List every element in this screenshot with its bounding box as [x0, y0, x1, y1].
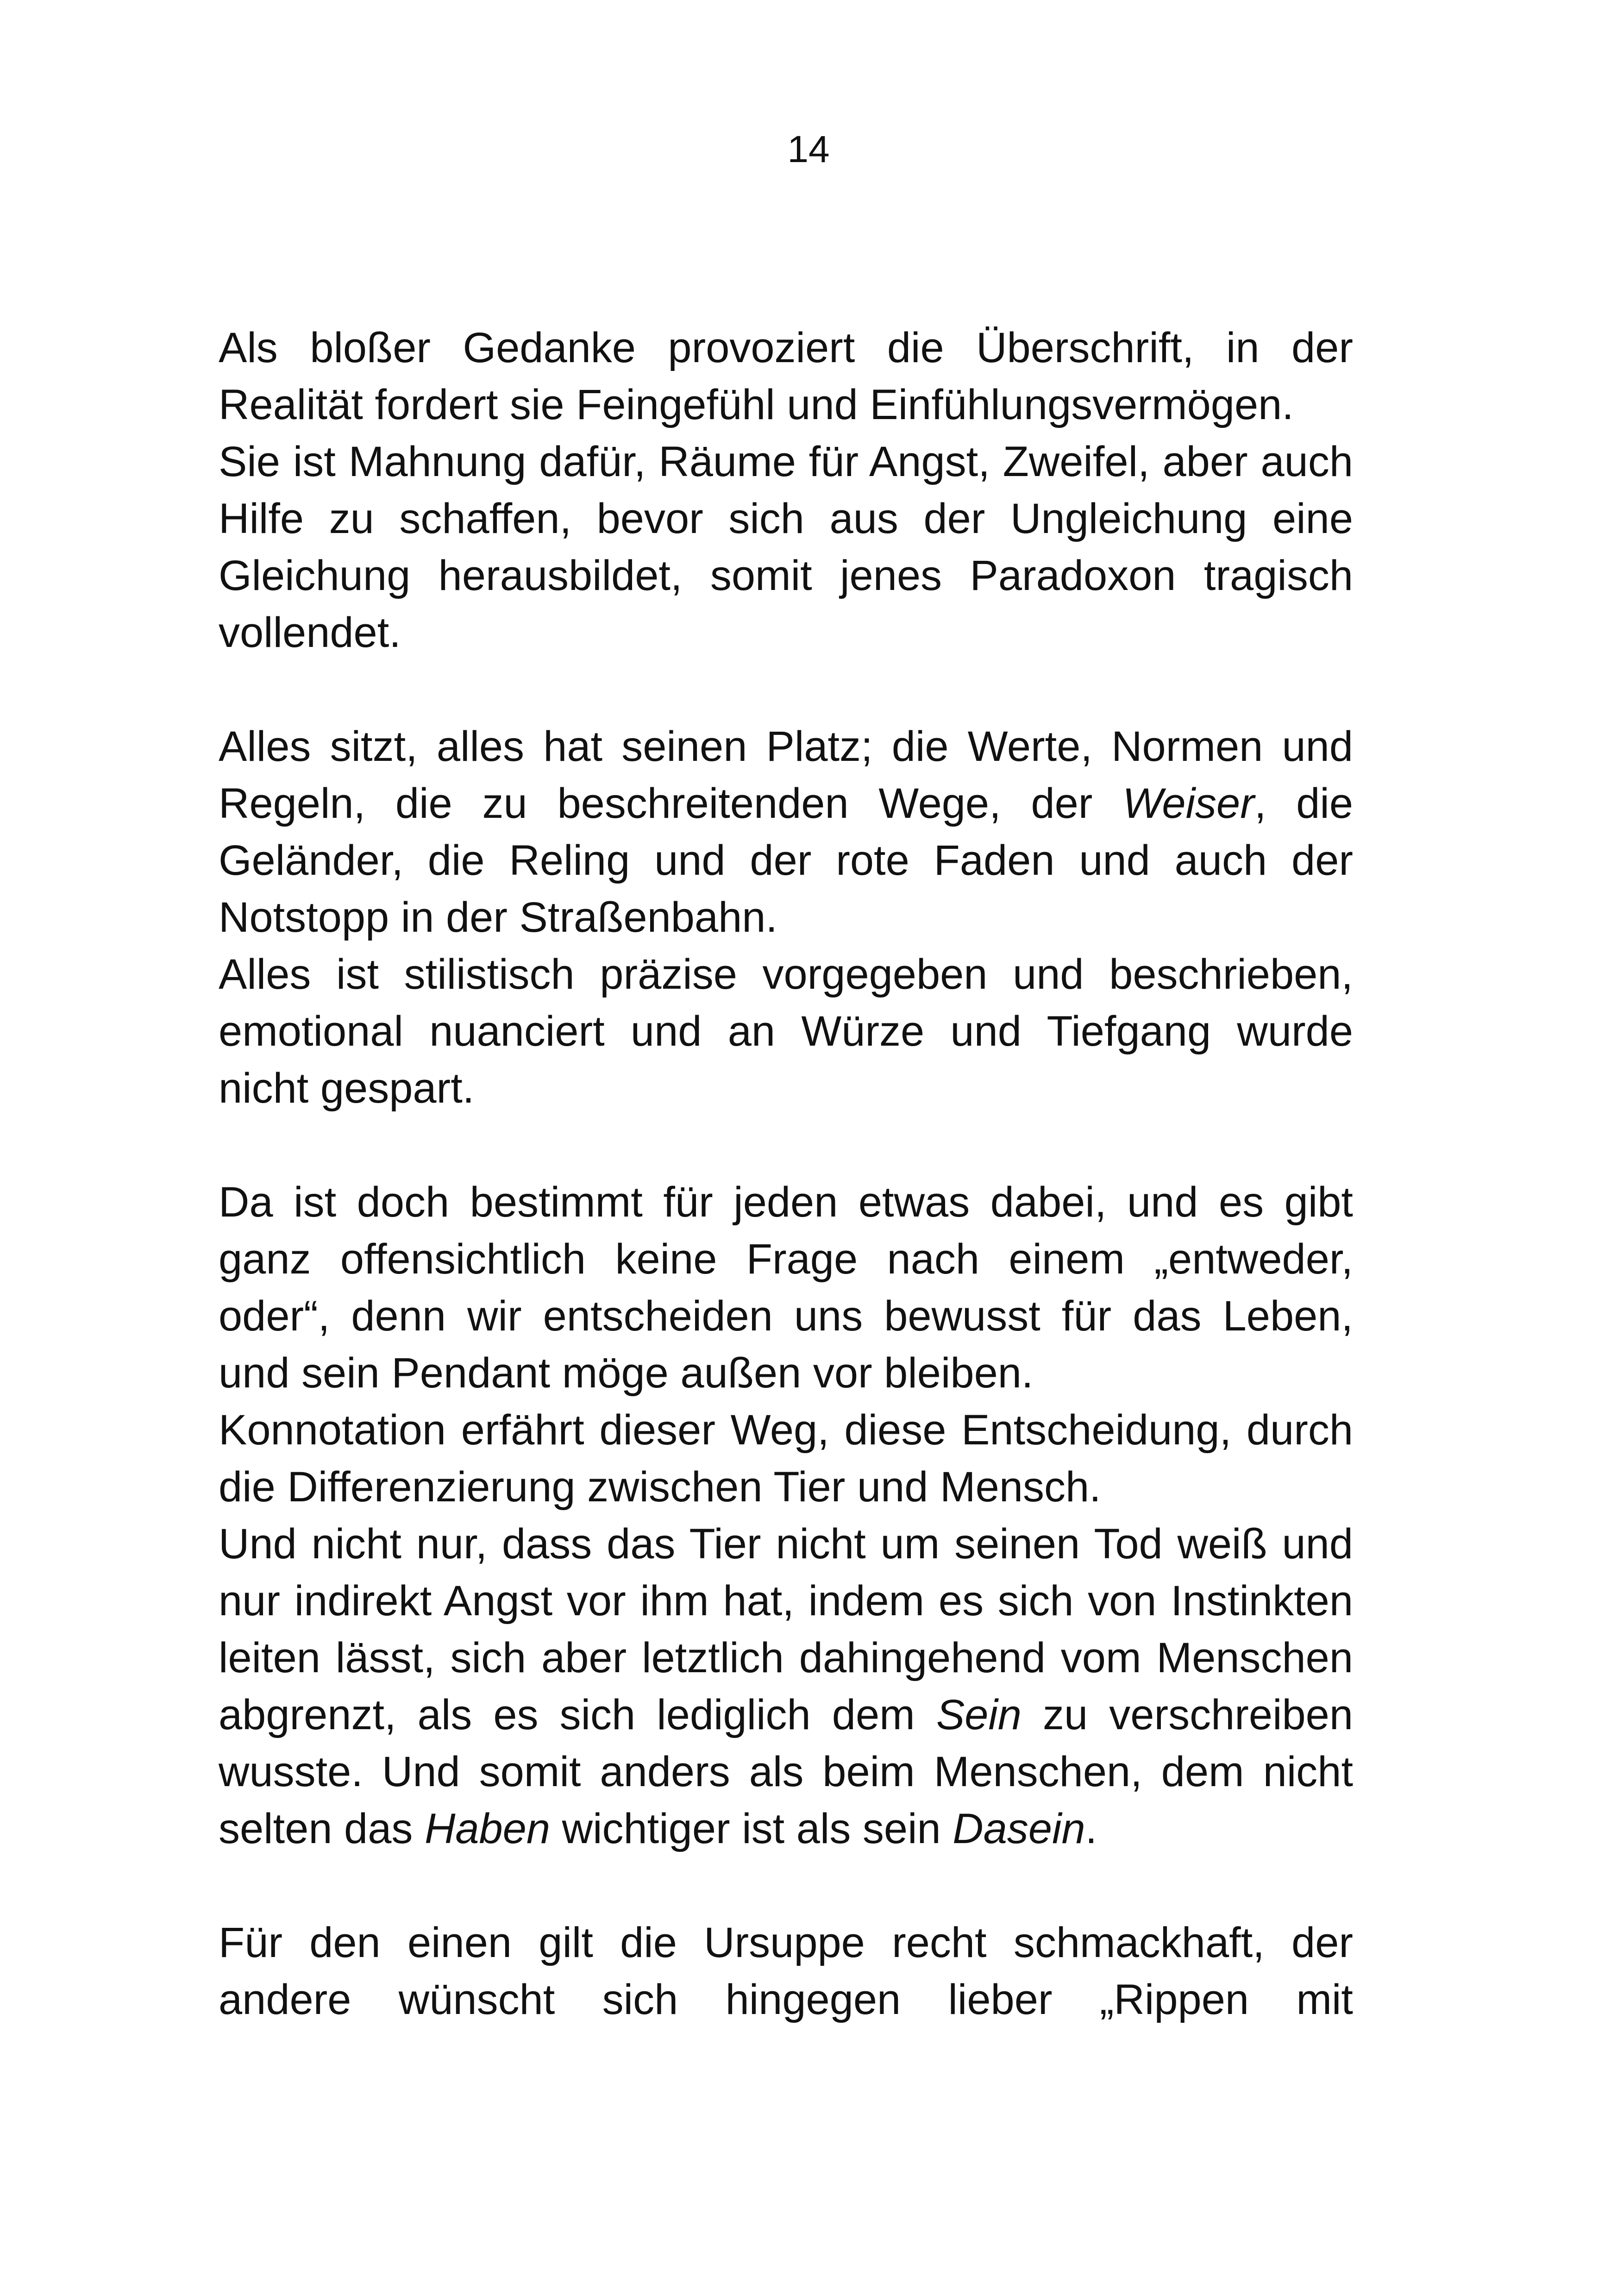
text-run: andere wünscht sich hingegen lieber „Rippen mit [219, 1976, 1353, 2023]
text-line [219, 1971, 1353, 2028]
text-run: und sein Pendant möge außen vor bleiben. [219, 1349, 1034, 1397]
text-run: ganz offensichtlich keine Frage nach einem „entweder, [219, 1236, 1353, 1283]
text-run: , die [1254, 780, 1353, 827]
body-text [219, 320, 1353, 2085]
text-line [219, 1288, 1353, 1345]
page-number: 14 [787, 128, 830, 170]
text-run: Realität fordert sie Feingefühl und Einfühlungsvermögen. [219, 381, 1294, 428]
text-run: zu verschreiben [1021, 1691, 1353, 1738]
text-line [219, 1345, 1353, 1402]
paragraph [219, 320, 1353, 661]
text-line [219, 1231, 1353, 1288]
text-run: Geländer, die Reling und der rote Faden und auch der [219, 837, 1353, 884]
emphasis-text: Dasein [953, 1805, 1085, 1852]
text-line [219, 1630, 1353, 1687]
text-run: Konnotation erfährt dieser Weg, diese Entscheidung, durch [219, 1406, 1353, 1454]
text-run: emotional nuanciert und an Würze und Tiefgang wurde [219, 1008, 1353, 1055]
text-run: oder“, denn wir entscheiden uns bewusst für das Leben, [219, 1292, 1353, 1340]
text-run: Alles sitzt, alles hat seinen Platz; die Werte, Normen und [219, 723, 1353, 770]
text-run: Regeln, die zu beschreitenden Wege, der [219, 780, 1123, 827]
text-line [219, 376, 1353, 433]
paragraph [219, 1914, 1353, 2028]
text-run: Alles ist stilistisch präzise vorgegeben und beschrieben, [219, 951, 1353, 998]
text-line [219, 775, 1353, 832]
text-line [219, 946, 1353, 1003]
text-line [219, 320, 1353, 376]
text-run: selten das [219, 1805, 425, 1852]
text-run: die Differenzierung zwischen Tier und Mensch. [219, 1463, 1101, 1511]
text-line [219, 1573, 1353, 1630]
emphasis-text: Weiser [1122, 780, 1254, 827]
text-run: Da ist doch bestimmt für jeden etwas dabei, und es gibt [219, 1179, 1353, 1226]
text-run: . [1085, 1805, 1097, 1852]
text-run: abgrenzt, als es sich lediglich dem [219, 1691, 936, 1738]
text-line [219, 1516, 1353, 1573]
text-run: Für den einen gilt die Ursuppe recht schmackhaft, der [219, 1919, 1353, 1966]
paragraph [219, 718, 1353, 1117]
text-line [219, 1459, 1353, 1516]
emphasis-text: Haben [424, 1805, 551, 1852]
text-run: wusste. Und somit anders als beim Menschen, dem nicht [219, 1748, 1353, 1795]
text-run: vollendet. [219, 609, 401, 656]
text-run: Gleichung herausbildet, somit jenes Paradoxon tragisch [219, 552, 1353, 599]
text-line [219, 1744, 1353, 1800]
text-run: Sie ist Mahnung dafür, Räume für Angst, Zweifel, aber auch [219, 438, 1353, 485]
text-line [219, 1174, 1353, 1231]
text-line [219, 1003, 1353, 1060]
text-line [219, 1800, 1353, 1857]
text-line [219, 604, 1353, 661]
text-run: nur indirekt Angst vor ihm hat, indem es sich von Instinkten [219, 1577, 1353, 1625]
text-line [219, 718, 1353, 775]
text-run: Als bloßer Gedanke provoziert die Überschrift, in der [219, 324, 1353, 371]
text-run: Und nicht nur, dass das Tier nicht um seinen Tod weiß und [219, 1520, 1353, 1568]
text-line [219, 1687, 1353, 1744]
text-run: nicht gespart. [219, 1065, 475, 1112]
text-line [219, 1060, 1353, 1117]
text-line [219, 490, 1353, 547]
text-line [219, 1914, 1353, 1971]
text-line [219, 832, 1353, 889]
text-line [219, 889, 1353, 946]
text-line [219, 433, 1353, 490]
text-run: wichtiger ist als sein [550, 1805, 953, 1852]
text-run: leiten lässt, sich aber letztlich dahingehend vom Menschen [219, 1634, 1353, 1681]
paragraph [219, 1174, 1353, 1857]
emphasis-text: Sein [936, 1691, 1022, 1738]
text-run: Notstopp in der Straßenbahn. [219, 894, 777, 941]
text-run: Hilfe zu schaffen, bevor sich aus der Ungleichung eine [219, 495, 1353, 542]
text-line [219, 1402, 1353, 1459]
text-line [219, 547, 1353, 604]
